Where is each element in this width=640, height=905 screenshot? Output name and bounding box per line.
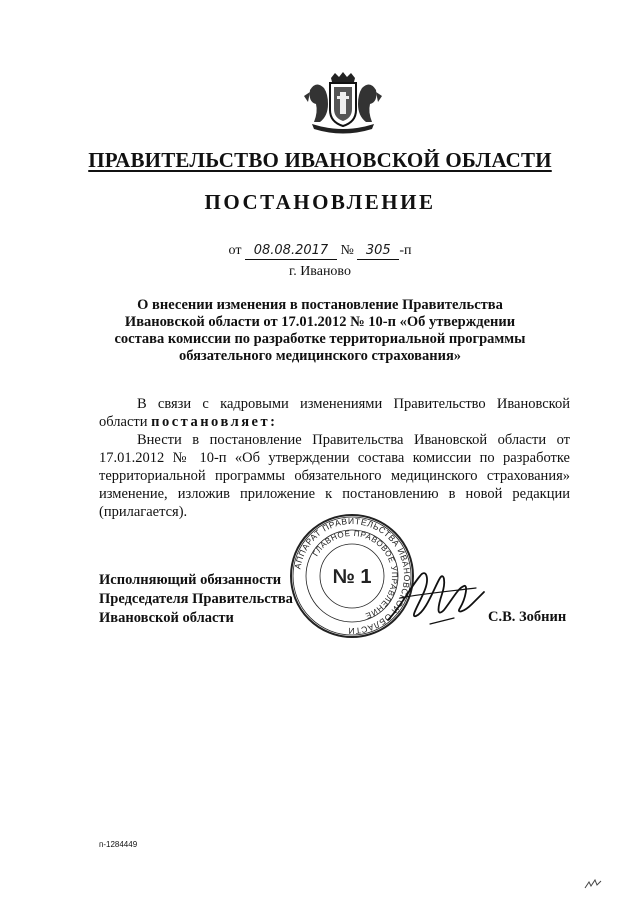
date-field: 08.08.2017 bbox=[245, 243, 337, 260]
document-title: О внесении изменения в постановление Правительства Ивановской области от 17.01.2012 № 10-п «Об утверждении состава комиссии по разработке территориальной программы обязательного медицинского страхования» bbox=[114, 297, 526, 364]
coat-of-arms-icon bbox=[298, 72, 388, 134]
position-line-1: Исполняющий обязанности bbox=[99, 572, 282, 588]
stamp-number: № 1 bbox=[332, 566, 372, 588]
document-body bbox=[99, 395, 570, 521]
date-prefix: от bbox=[228, 243, 242, 258]
intro-paragraph bbox=[99, 395, 570, 431]
footer-code: п-1284449 bbox=[99, 840, 138, 849]
main-paragraph: Внести в постановление Правительства Ивановской области от 17.01.2012 № 10-п «Об утверждении состава комиссии по разработке территориальной программы обязательного медицинского страхования» изменение, изложив приложение к постановлению в новой редакции (прилагается). bbox=[99, 432, 570, 520]
position-line-3: Ивановской области bbox=[99, 610, 234, 626]
stamp-outer-text: АППАРАТ ПРАВИТЕЛЬСТВА ИВАНОВСКОЙ ОБЛАСТИ bbox=[292, 515, 413, 637]
signatory-name: С.В. Зобнин bbox=[488, 609, 567, 625]
government-name: ПРАВИТЕЛЬСТВО ИВАНОВСКОЙ ОБЛАСТИ bbox=[88, 148, 552, 172]
stamp-inner-text: ГЛАВНОЕ ПРАВОВОЕ УПРАВЛЕНИЕ bbox=[310, 528, 400, 621]
document-type: ПОСТАНОВЛЕНИЕ bbox=[204, 190, 436, 214]
handwritten-signature-icon bbox=[380, 558, 490, 633]
corner-mark-icon bbox=[584, 878, 602, 890]
number-prefix: № bbox=[340, 243, 354, 258]
signatory-position bbox=[99, 571, 293, 628]
position-line-2: Председателя Правительства bbox=[99, 591, 293, 607]
intro-text: В связи с кадровыми изменениями Правительство Ивановской области bbox=[99, 396, 570, 430]
city: г. Иваново bbox=[289, 264, 351, 279]
decree-word: постановляет: bbox=[151, 414, 278, 430]
number-suffix: -п bbox=[399, 243, 412, 258]
emblem-name bbox=[0, 0, 1, 1]
date-number-line bbox=[0, 243, 640, 260]
number-field: 305 bbox=[357, 243, 399, 260]
